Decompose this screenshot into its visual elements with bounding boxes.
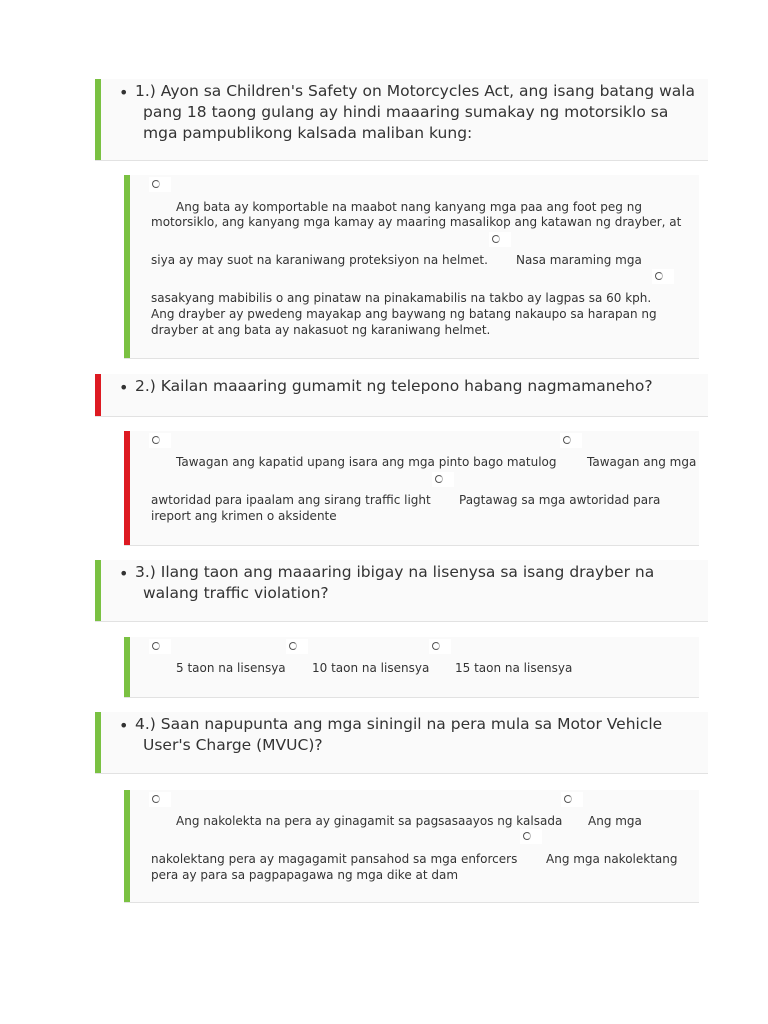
option-text: 10 taon na lisensya: [312, 661, 430, 675]
radio-option-2c[interactable]: [432, 472, 454, 487]
radio-option-3c[interactable]: [429, 639, 451, 654]
question-1-text: 1.) Ayon sa Children's Safety on Motorcycles Act, ang isang batang wala pang 18 taong gulang ay hindi maaaring sumakay ng motorsiklo sa mga pampublikong kalsada maliban kung:: [135, 82, 696, 142]
question-4-header: [95, 712, 708, 774]
radio-option-3a[interactable]: [149, 639, 171, 654]
status-bar-correct: [95, 560, 101, 621]
question-2-options: [124, 431, 699, 546]
option-text: pera ay para sa pagpapagawa ng mga dike at dam: [151, 868, 459, 882]
question-2-text: 2.) Kailan maaaring gumamit ng telepono habang nagmamaneho?: [135, 377, 653, 395]
radio-option-2a[interactable]: [149, 433, 171, 448]
option-text: Tawagan ang mga: [587, 455, 697, 469]
status-bar-incorrect: [124, 431, 130, 545]
option-text: awtoridad para ipaalam ang sirang traffic light: [151, 493, 431, 507]
status-bar-correct: [95, 712, 101, 773]
bullet: •: [119, 564, 129, 583]
option-text: Ang drayber ay pwedeng mayakap ang baywang ng batang nakaupo sa harapan ng: [151, 307, 657, 321]
radio-option-1b[interactable]: [489, 232, 511, 247]
option-text: Ang nakolekta na pera ay ginagamit sa pagsasaayos ng kalsada: [176, 814, 563, 828]
bullet: •: [119, 716, 129, 735]
option-text: 15 taon na lisensya: [455, 661, 573, 675]
status-bar-incorrect: [95, 374, 101, 416]
status-bar-correct: [124, 790, 130, 902]
question-3-text: 3.) Ilang taon ang maaaring ibigay na lisenysa sa isang drayber na walang traffic violation?: [135, 563, 655, 602]
option-text: Pagtawag sa mga awtoridad para: [459, 493, 661, 507]
question-1-options: [124, 175, 699, 359]
status-bar-correct: [95, 79, 101, 160]
option-text: sasakyang mabibilis o ang pinataw na pinakamabilis na takbo ay lagpas sa 60 kph.: [151, 291, 652, 305]
option-text: 5 taon na lisensya: [176, 661, 286, 675]
question-3-header: [95, 560, 708, 622]
option-text: Tawagan ang kapatid upang isara ang mga pinto bago matulog: [176, 455, 557, 469]
option-text: Ang bata ay komportable na maabot nang kanyang mga paa ang foot peg ng: [176, 200, 642, 214]
question-3-options: [124, 637, 699, 698]
question-4-text: 4.) Saan napupunta ang mga siningil na pera mula sa Motor Vehicle User's Charge (MVUC)?: [135, 715, 663, 754]
option-text: Ang mga nakolektang: [546, 852, 678, 866]
question-1-header: [95, 79, 708, 161]
question-2-header: [95, 374, 708, 417]
option-text: siya ay may suot na karaniwang proteksiyon na helmet.: [151, 253, 488, 267]
radio-option-3b[interactable]: [286, 639, 308, 654]
option-text: motorsiklo, ang kanyang mga kamay ay maaring masalikop ang katawan ng drayber, at: [151, 215, 682, 229]
status-bar-correct: [124, 175, 130, 358]
status-bar-correct: [124, 637, 130, 697]
radio-option-2b[interactable]: [560, 433, 582, 448]
radio-option-1a[interactable]: [149, 177, 171, 192]
radio-option-4b[interactable]: [561, 792, 583, 807]
option-text: Nasa maraming mga: [516, 253, 642, 267]
option-text: Ang mga: [588, 814, 642, 828]
bullet: •: [119, 83, 129, 102]
option-text: drayber at ang bata ay nakasuot ng karaniwang helmet.: [151, 323, 491, 337]
radio-option-4a[interactable]: [149, 792, 171, 807]
radio-option-4c[interactable]: [520, 829, 542, 844]
radio-option-1c[interactable]: [652, 269, 674, 284]
option-text: ireport ang krimen o aksidente: [151, 509, 337, 523]
question-4-options: [124, 790, 699, 903]
option-text: nakolektang pera ay magagamit pansahod sa mga enforcers: [151, 852, 518, 866]
bullet: •: [119, 378, 129, 397]
